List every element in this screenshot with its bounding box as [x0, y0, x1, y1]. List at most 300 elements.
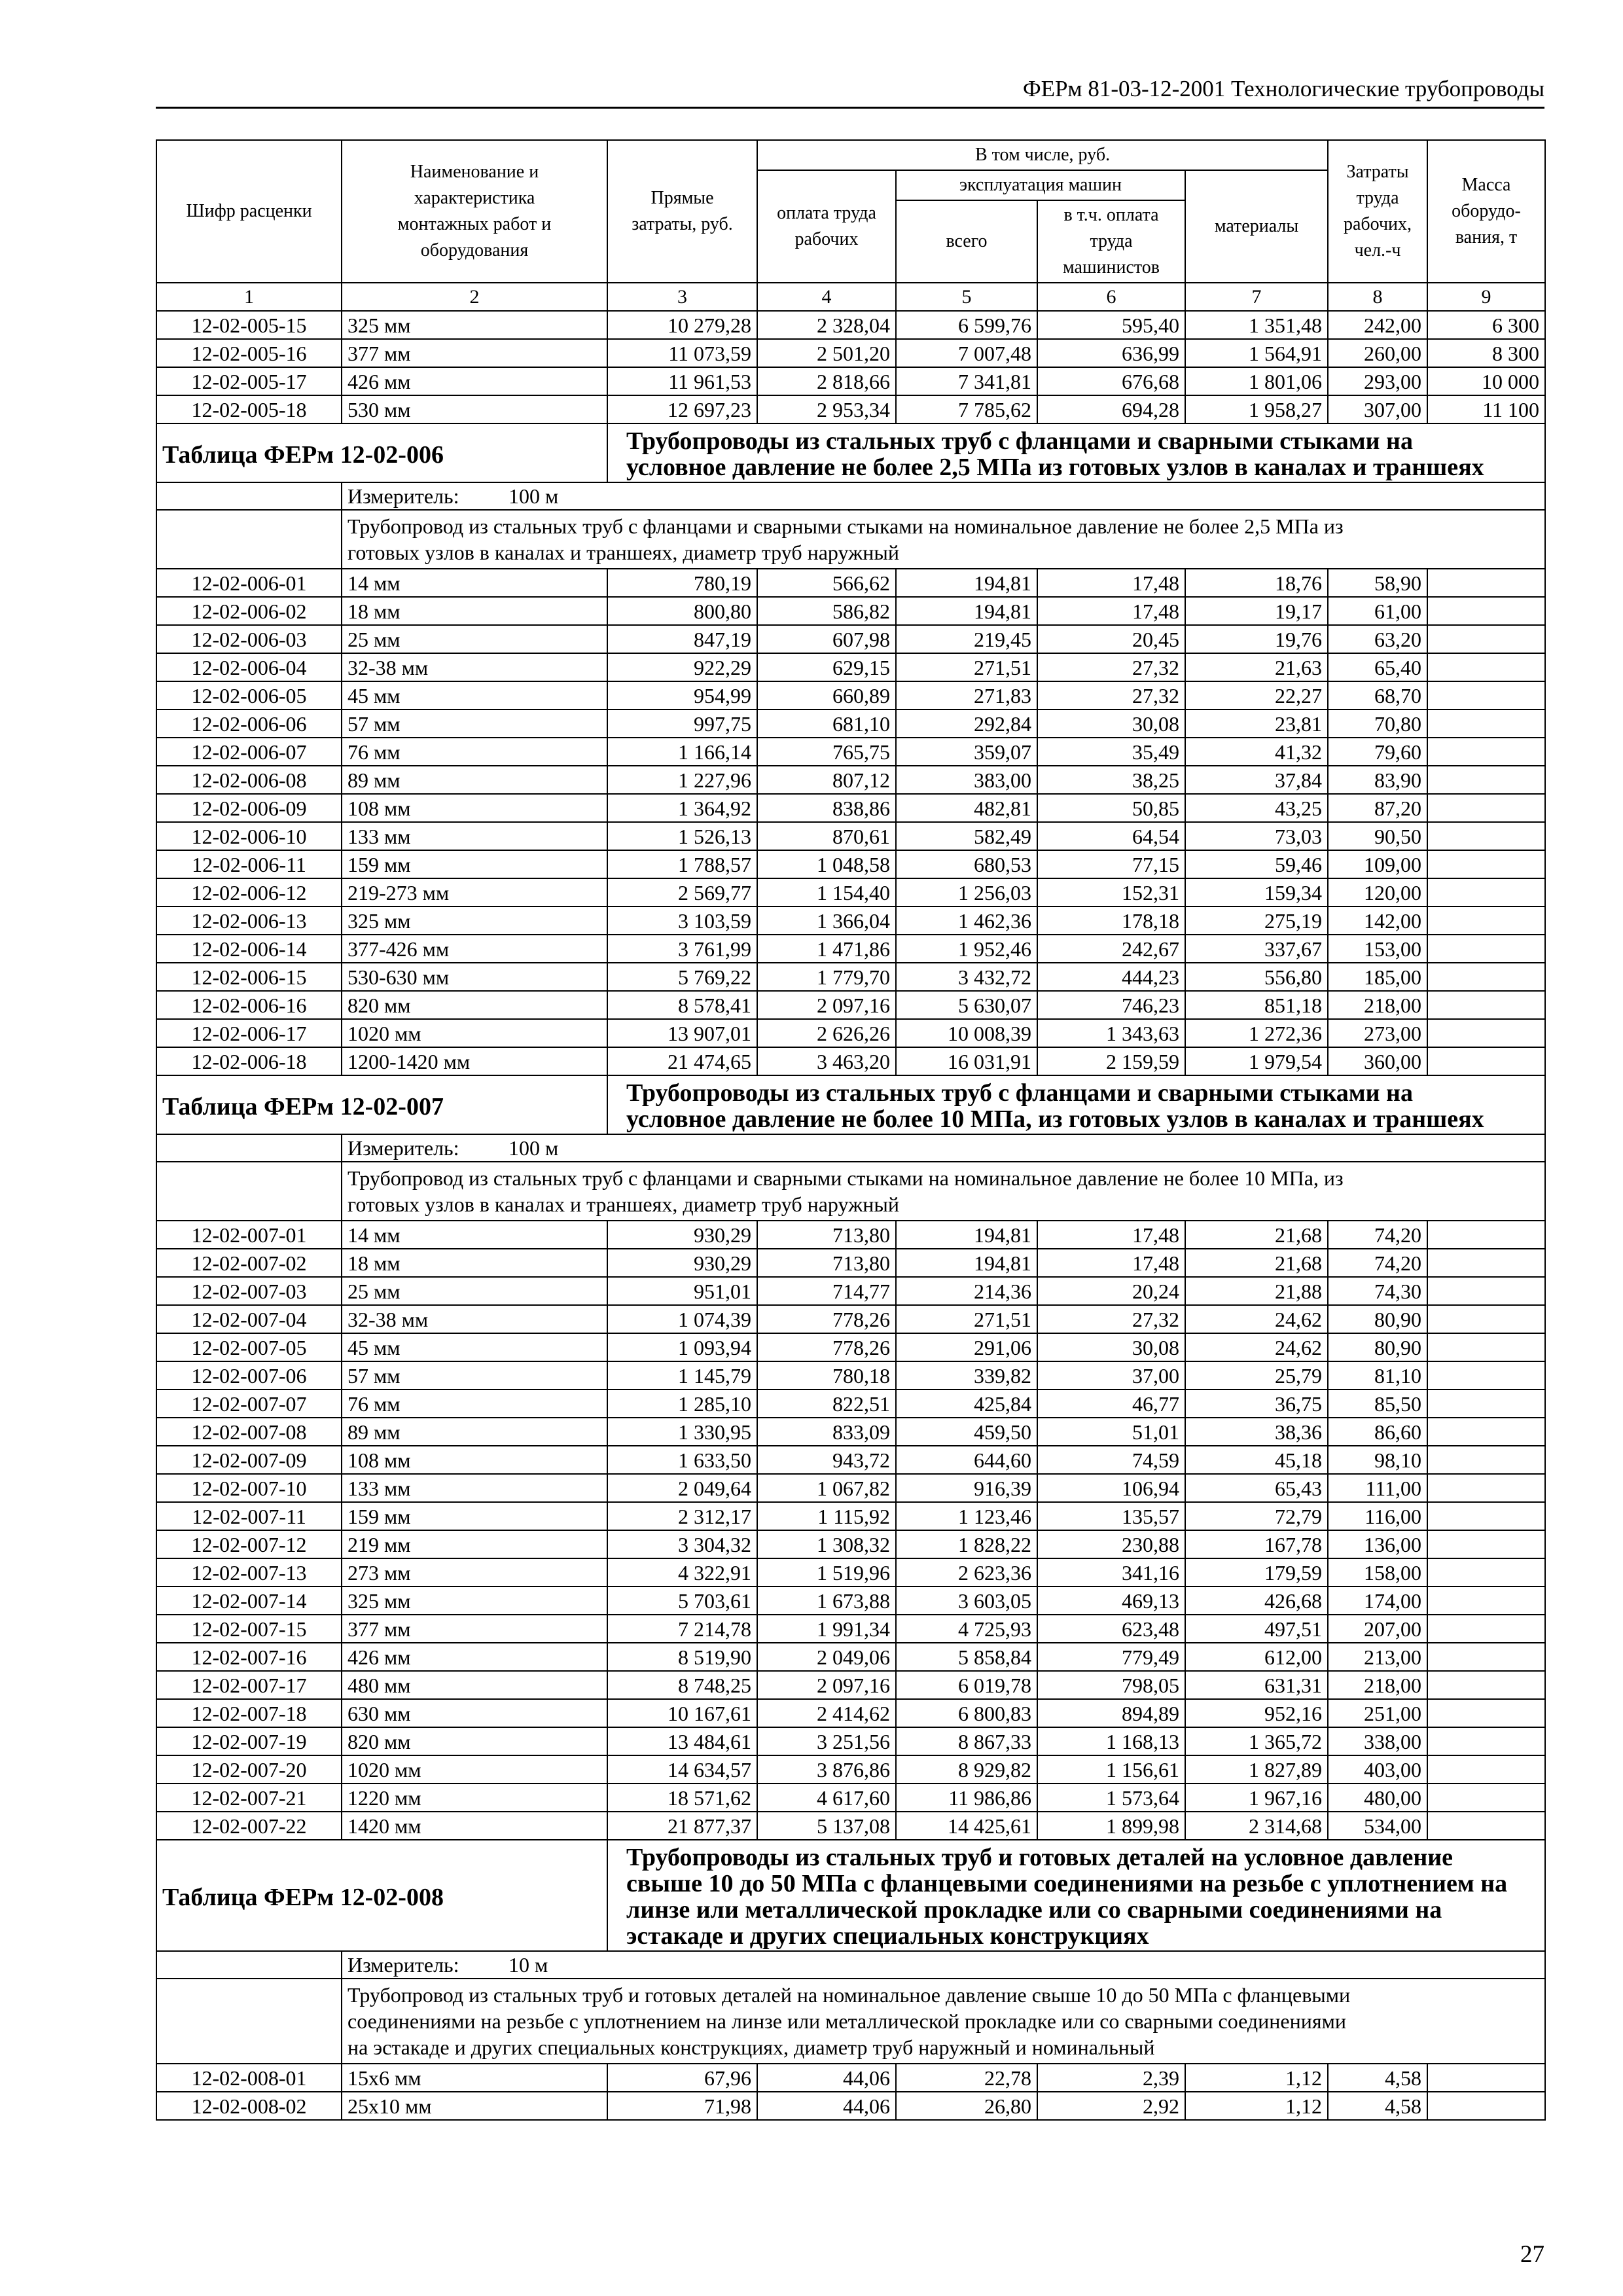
table-cell: 30,08	[1037, 1333, 1185, 1361]
table-cell: 275,19	[1185, 906, 1328, 935]
table-row	[156, 653, 1545, 681]
table-cell: 242,67	[1037, 935, 1185, 963]
table-cell: 5 769,22	[607, 963, 757, 991]
table-cell: 64,54	[1037, 822, 1185, 850]
section-label: Таблица ФЕРм 12-02-008	[156, 1840, 607, 1951]
table-cell: 1020 мм	[342, 1755, 607, 1784]
table-cell: 681,10	[757, 709, 896, 738]
table-cell	[1427, 1812, 1545, 1840]
rates-table	[156, 139, 1546, 2121]
table-cell: 5 137,08	[757, 1812, 896, 1840]
column-number: 9	[1427, 283, 1545, 311]
table-cell: 18 мм	[342, 1249, 607, 1277]
table-cell: 3 761,99	[607, 935, 757, 963]
table-cell: 12-02-007-16	[156, 1643, 342, 1671]
table-cell: 12-02-007-14	[156, 1587, 342, 1615]
table-row	[156, 766, 1545, 794]
table-cell: 10 167,61	[607, 1699, 757, 1727]
table-cell: 213,00	[1328, 1643, 1427, 1671]
text-line: Трубопровод из стальных труб с фланцами и сварными стыками на номинальное давление не более 2,5 МПа из	[348, 514, 1344, 538]
table-cell: 1 779,70	[757, 963, 896, 991]
table-row	[156, 2092, 1545, 2120]
table-cell: 12-02-006-11	[156, 850, 342, 878]
description-spacer	[156, 1162, 342, 1221]
table-cell: 6 019,78	[896, 1671, 1037, 1699]
table-cell: 1220 мм	[342, 1784, 607, 1812]
text-line: Затраты	[1346, 162, 1409, 182]
table-cell	[1427, 1699, 1545, 1727]
measure-row	[156, 1951, 1545, 1979]
table-cell: 81,10	[1328, 1361, 1427, 1390]
table-cell: 694,28	[1037, 395, 1185, 423]
table-row	[156, 1812, 1545, 1840]
table-cell: 3 251,56	[757, 1727, 896, 1755]
table-cell	[1427, 2092, 1545, 2120]
table-cell: 341,16	[1037, 1558, 1185, 1587]
table-cell: 778,26	[757, 1305, 896, 1333]
table-cell: 21,68	[1185, 1249, 1328, 1277]
table-cell: 636,99	[1037, 339, 1185, 367]
table-cell: 90,50	[1328, 822, 1427, 850]
table-cell: 83,90	[1328, 766, 1427, 794]
table-cell: 480 мм	[342, 1671, 607, 1699]
text-line: вания, т	[1455, 227, 1518, 247]
table-cell: 18,76	[1185, 569, 1328, 597]
table-cell: 133 мм	[342, 822, 607, 850]
table-cell: 74,20	[1328, 1249, 1427, 1277]
table-cell: 943,72	[757, 1446, 896, 1474]
table-cell: 1 519,96	[757, 1558, 896, 1587]
table-cell: 12-02-006-17	[156, 1019, 342, 1047]
table-cell: 65,43	[1185, 1474, 1328, 1502]
text-line: оплата труда	[777, 203, 876, 223]
table-cell: 32-38 мм	[342, 653, 607, 681]
measure-cell	[342, 1951, 1545, 1979]
table-cell: 930,29	[607, 1249, 757, 1277]
table-cell: 1 123,46	[896, 1502, 1037, 1530]
table-cell: 339,82	[896, 1361, 1037, 1390]
table-cell: 2 328,04	[757, 311, 896, 339]
column-header-name	[342, 140, 607, 283]
table-cell: 25х10 мм	[342, 2092, 607, 2120]
text-line: Наименование и	[410, 162, 539, 182]
column-header-incl: В том числе, руб.	[757, 140, 1328, 170]
text-line: оборудо-	[1452, 201, 1521, 221]
table-cell: 98,10	[1328, 1446, 1427, 1474]
table-cell: 25 мм	[342, 1277, 607, 1305]
table-cell: 167,78	[1185, 1530, 1328, 1558]
table-cell: 954,99	[607, 681, 757, 709]
table-cell: 271,83	[896, 681, 1037, 709]
table-row	[156, 991, 1545, 1019]
table-cell	[1427, 681, 1545, 709]
table-row	[156, 395, 1545, 423]
table-cell: 1 573,64	[1037, 1784, 1185, 1812]
table-cell: 79,60	[1328, 738, 1427, 766]
table-cell: 807,12	[757, 766, 896, 794]
table-cell: 30,08	[1037, 709, 1185, 738]
table-cell: 219 мм	[342, 1530, 607, 1558]
table-cell	[1427, 906, 1545, 935]
table-cell: 76 мм	[342, 738, 607, 766]
table-cell: 20,24	[1037, 1277, 1185, 1305]
table-cell: 11 073,59	[607, 339, 757, 367]
table-cell: 1 471,86	[757, 935, 896, 963]
column-number: 4	[757, 283, 896, 311]
column-numbers-row	[156, 283, 1545, 311]
table-row	[156, 1221, 1545, 1249]
table-cell: 74,20	[1328, 1221, 1427, 1249]
table-cell: 4 322,91	[607, 1558, 757, 1587]
table-cell: 12-02-007-13	[156, 1558, 342, 1587]
table-cell: 916,39	[896, 1474, 1037, 1502]
text-line: условное давление не более 2,5 МПа из готовых узлов в каналах и траншеях	[626, 454, 1484, 481]
table-cell: 680,53	[896, 850, 1037, 878]
text-line: характеристика	[414, 188, 535, 208]
table-cell	[1427, 1361, 1545, 1390]
measure-cell	[342, 1134, 1545, 1162]
table-cell: 21 474,65	[607, 1047, 757, 1075]
table-cell: 179,59	[1185, 1558, 1328, 1587]
table-cell: 12-02-006-18	[156, 1047, 342, 1075]
table-cell: 158,00	[1328, 1558, 1427, 1587]
table-cell: 32-38 мм	[342, 1305, 607, 1333]
text-line: соединениями на резьбе с уплотнением на линзе или металлической прокладке или со сварными соединениями	[348, 2009, 1346, 2033]
table-cell: 41,32	[1185, 738, 1328, 766]
table-cell: 35,49	[1037, 738, 1185, 766]
table-cell: 4,58	[1328, 2092, 1427, 2120]
table-cell: 185,00	[1328, 963, 1427, 991]
text-line: эстакаде и других специальных конструкциях	[626, 1922, 1149, 1950]
table-cell: 1 364,92	[607, 794, 757, 822]
table-row	[156, 1446, 1545, 1474]
text-line: условное давление не более 10 МПа, из готовых узлов в каналах и траншеях	[626, 1105, 1484, 1133]
table-cell: 10 008,39	[896, 1019, 1037, 1047]
table-cell: 2 312,17	[607, 1502, 757, 1530]
table-cell: 1200-1420 мм	[342, 1047, 607, 1075]
table-cell: 251,00	[1328, 1699, 1427, 1727]
table-cell: 58,90	[1328, 569, 1427, 597]
column-number: 1	[156, 283, 342, 311]
section-title	[607, 423, 1545, 482]
table-cell: 1020 мм	[342, 1019, 607, 1047]
table-cell	[1427, 991, 1545, 1019]
table-cell: 644,60	[896, 1446, 1037, 1474]
table-cell: 12-02-007-21	[156, 1784, 342, 1812]
table-cell: 46,77	[1037, 1390, 1185, 1418]
measure-label: Измеритель:	[348, 1136, 459, 1160]
table-cell: 108 мм	[342, 794, 607, 822]
table-cell: 68,70	[1328, 681, 1427, 709]
table-cell: 530 мм	[342, 395, 607, 423]
table-cell: 12-02-007-17	[156, 1671, 342, 1699]
table-cell: 838,86	[757, 794, 896, 822]
table-cell: 43,25	[1185, 794, 1328, 822]
table-row	[156, 1671, 1545, 1699]
table-cell: 12-02-006-13	[156, 906, 342, 935]
table-cell: 74,59	[1037, 1446, 1185, 1474]
table-cell: 25,79	[1185, 1361, 1328, 1390]
table-cell: 12-02-007-06	[156, 1361, 342, 1390]
table-cell: 7 007,48	[896, 339, 1037, 367]
table-cell: 22,78	[896, 2064, 1037, 2092]
table-cell: 360,00	[1328, 1047, 1427, 1075]
table-row	[156, 1019, 1545, 1047]
table-cell: 194,81	[896, 597, 1037, 625]
table-cell: 1 788,57	[607, 850, 757, 878]
section-label: Таблица ФЕРм 12-02-007	[156, 1075, 607, 1134]
section-label: Таблица ФЕРм 12-02-006	[156, 423, 607, 482]
table-cell: 497,51	[1185, 1615, 1328, 1643]
table-cell: 59,46	[1185, 850, 1328, 878]
table-cell: 623,48	[1037, 1615, 1185, 1643]
table-cell: 582,49	[896, 822, 1037, 850]
table-cell: 214,36	[896, 1277, 1037, 1305]
table-cell: 1 145,79	[607, 1361, 757, 1390]
text-line: Масса	[1461, 175, 1511, 195]
table-cell: 8 519,90	[607, 1643, 757, 1671]
table-row	[156, 906, 1545, 935]
table-cell: 1 154,40	[757, 878, 896, 906]
table-cell: 1 351,48	[1185, 311, 1328, 339]
table-cell: 57 мм	[342, 1361, 607, 1390]
table-cell	[1427, 1643, 1545, 1671]
table-cell: 11 100	[1427, 395, 1545, 423]
description-spacer	[156, 1979, 342, 2064]
table-row	[156, 1558, 1545, 1587]
table-cell	[1427, 1446, 1545, 1474]
table-cell: 242,00	[1328, 311, 1427, 339]
table-cell	[1427, 1671, 1545, 1699]
table-cell: 16 031,91	[896, 1047, 1037, 1075]
table-cell	[1427, 794, 1545, 822]
table-cell: 1 168,13	[1037, 1727, 1185, 1755]
table-cell: 822,51	[757, 1390, 896, 1418]
table-cell	[1427, 1755, 1545, 1784]
table-cell	[1427, 709, 1545, 738]
table-cell	[1427, 1502, 1545, 1530]
table-cell: 894,89	[1037, 1699, 1185, 1727]
table-cell: 291,06	[896, 1333, 1037, 1361]
table-cell: 1,12	[1185, 2092, 1328, 2120]
table-cell: 1 526,13	[607, 822, 757, 850]
table-cell	[1427, 935, 1545, 963]
table-row	[156, 1418, 1545, 1446]
table-cell: 480,00	[1328, 1784, 1427, 1812]
table-cell: 74,30	[1328, 1277, 1427, 1305]
table-cell: 51,01	[1037, 1418, 1185, 1446]
table-cell: 12-02-007-18	[156, 1699, 342, 1727]
table-cell: 780,19	[607, 569, 757, 597]
table-cell	[1427, 738, 1545, 766]
table-cell: 86,60	[1328, 1418, 1427, 1446]
table-cell: 8 300	[1427, 339, 1545, 367]
table-cell: 377 мм	[342, 1615, 607, 1643]
text-line: Прямые	[651, 188, 714, 208]
table-cell: 7 341,81	[896, 367, 1037, 395]
table-cell: 459,50	[896, 1418, 1037, 1446]
page-number: 27	[1520, 2241, 1544, 2268]
table-cell: 45 мм	[342, 1333, 607, 1361]
table-cell: 629,15	[757, 653, 896, 681]
table-cell: 80,90	[1328, 1305, 1427, 1333]
table-cell: 820 мм	[342, 991, 607, 1019]
table-cell: 12-02-006-10	[156, 822, 342, 850]
table-cell: 21,88	[1185, 1277, 1328, 1305]
table-row	[156, 738, 1545, 766]
column-header-materials: материалы	[1185, 170, 1328, 283]
table-cell: 2 953,34	[757, 395, 896, 423]
table-row	[156, 2064, 1545, 2092]
table-cell	[1427, 1418, 1545, 1446]
table-cell: 325 мм	[342, 906, 607, 935]
table-cell: 1 166,14	[607, 738, 757, 766]
table-cell: 3 463,20	[757, 1047, 896, 1075]
table-cell	[1427, 850, 1545, 878]
text-line: готовых узлов в каналах и траншеях, диаметр труб наружный	[348, 1193, 899, 1216]
table-cell	[1427, 878, 1545, 906]
table-cell	[1427, 1558, 1545, 1587]
table-row	[156, 569, 1545, 597]
table-row	[156, 794, 1545, 822]
table-cell: 12-02-007-22	[156, 1812, 342, 1840]
table-cell: 8 748,25	[607, 1671, 757, 1699]
table-cell: 2 818,66	[757, 367, 896, 395]
table-cell: 17,48	[1037, 569, 1185, 597]
table-cell	[1427, 1221, 1545, 1249]
table-cell: 174,00	[1328, 1587, 1427, 1615]
table-cell: 1 979,54	[1185, 1047, 1328, 1075]
table-cell: 1 462,36	[896, 906, 1037, 935]
table-cell: 12 697,23	[607, 395, 757, 423]
column-header-machines: эксплуатация машин	[896, 170, 1185, 200]
table-cell: 12-02-005-16	[156, 339, 342, 367]
table-cell: 21 877,37	[607, 1812, 757, 1840]
table-cell	[1427, 597, 1545, 625]
table-cell: 1,12	[1185, 2064, 1328, 2092]
table-cell: 22,27	[1185, 681, 1328, 709]
table-cell: 159,34	[1185, 878, 1328, 906]
table-cell: 44,06	[757, 2064, 896, 2092]
table-cell: 2 097,16	[757, 991, 896, 1019]
table-row	[156, 681, 1545, 709]
table-cell: 534,00	[1328, 1812, 1427, 1840]
table-cell: 11 961,53	[607, 367, 757, 395]
table-cell: 630 мм	[342, 1699, 607, 1727]
table-row	[156, 1390, 1545, 1418]
table-cell: 1 633,50	[607, 1446, 757, 1474]
table-cell: 746,23	[1037, 991, 1185, 1019]
column-header-direct	[607, 140, 757, 283]
table-cell: 159 мм	[342, 850, 607, 878]
table-cell: 153,00	[1328, 935, 1427, 963]
table-cell: 8 929,82	[896, 1755, 1037, 1784]
table-cell: 12-02-006-04	[156, 653, 342, 681]
table-cell: 109,00	[1328, 850, 1427, 878]
table-cell: 383,00	[896, 766, 1037, 794]
table-cell	[1427, 625, 1545, 653]
table-cell: 14 634,57	[607, 1755, 757, 1784]
column-header-mass	[1427, 140, 1545, 283]
table-cell: 482,81	[896, 794, 1037, 822]
table-cell: 194,81	[896, 569, 1037, 597]
table-cell: 12-02-005-18	[156, 395, 342, 423]
table-cell: 713,80	[757, 1221, 896, 1249]
table-cell: 44,06	[757, 2092, 896, 2120]
table-cell: 1 227,96	[607, 766, 757, 794]
table-cell: 3 876,86	[757, 1755, 896, 1784]
table-cell: 12-02-006-14	[156, 935, 342, 963]
table-cell: 19,17	[1185, 597, 1328, 625]
table-cell: 25 мм	[342, 625, 607, 653]
table-cell: 1 365,72	[1185, 1727, 1328, 1755]
table-cell: 1 801,06	[1185, 367, 1328, 395]
table-row	[156, 1784, 1545, 1812]
table-cell: 108 мм	[342, 1446, 607, 1474]
table-cell: 7 785,62	[896, 395, 1037, 423]
table-cell: 1 827,89	[1185, 1755, 1328, 1784]
table-cell: 50,85	[1037, 794, 1185, 822]
text-line: труда	[1356, 188, 1399, 208]
table-row	[156, 1615, 1545, 1643]
column-number: 2	[342, 283, 607, 311]
table-cell: 1 074,39	[607, 1305, 757, 1333]
table-cell: 12-02-006-07	[156, 738, 342, 766]
section-description	[342, 1162, 1545, 1221]
table-cell	[1427, 569, 1545, 597]
table-cell: 2,92	[1037, 2092, 1185, 2120]
column-header-code: Шифр расценки	[156, 140, 342, 283]
table-cell: 2 314,68	[1185, 1812, 1328, 1840]
table-cell: 2 569,77	[607, 878, 757, 906]
measure-value: 10 м	[508, 1953, 548, 1977]
table-cell: 23,81	[1185, 709, 1328, 738]
text-line: машинистов	[1063, 257, 1160, 278]
table-cell: 870,61	[757, 822, 896, 850]
table-row	[156, 1530, 1545, 1558]
rates-table-body	[156, 140, 1545, 2120]
measure-spacer	[156, 1951, 342, 1979]
table-cell: 951,01	[607, 1277, 757, 1305]
table-row	[156, 1587, 1545, 1615]
table-cell: 952,16	[1185, 1699, 1328, 1727]
table-cell: 87,20	[1328, 794, 1427, 822]
running-header: ФЕРм 81-03-12-2001 Технологические трубопроводы	[1022, 76, 1544, 101]
table-cell: 1420 мм	[342, 1812, 607, 1840]
table-cell: 1 308,32	[757, 1530, 896, 1558]
table-cell: 12-02-008-02	[156, 2092, 342, 2120]
measure-cell	[342, 482, 1545, 510]
column-number: 6	[1037, 283, 1185, 311]
table-cell: 76 мм	[342, 1390, 607, 1418]
table-cell: 12-02-007-08	[156, 1418, 342, 1446]
table-cell	[1427, 1047, 1545, 1075]
description-row	[156, 1979, 1545, 2064]
table-cell: 292,84	[896, 709, 1037, 738]
table-cell: 922,29	[607, 653, 757, 681]
table-cell: 556,80	[1185, 963, 1328, 991]
table-cell	[1427, 1390, 1545, 1418]
measure-row	[156, 482, 1545, 510]
table-cell: 325 мм	[342, 1587, 607, 1615]
table-cell: 271,51	[896, 1305, 1037, 1333]
table-cell: 12-02-005-17	[156, 367, 342, 395]
table-cell: 17,48	[1037, 597, 1185, 625]
table-cell: 2,39	[1037, 2064, 1185, 2092]
table-row	[156, 878, 1545, 906]
table-cell: 426 мм	[342, 1643, 607, 1671]
table-cell: 676,68	[1037, 367, 1185, 395]
